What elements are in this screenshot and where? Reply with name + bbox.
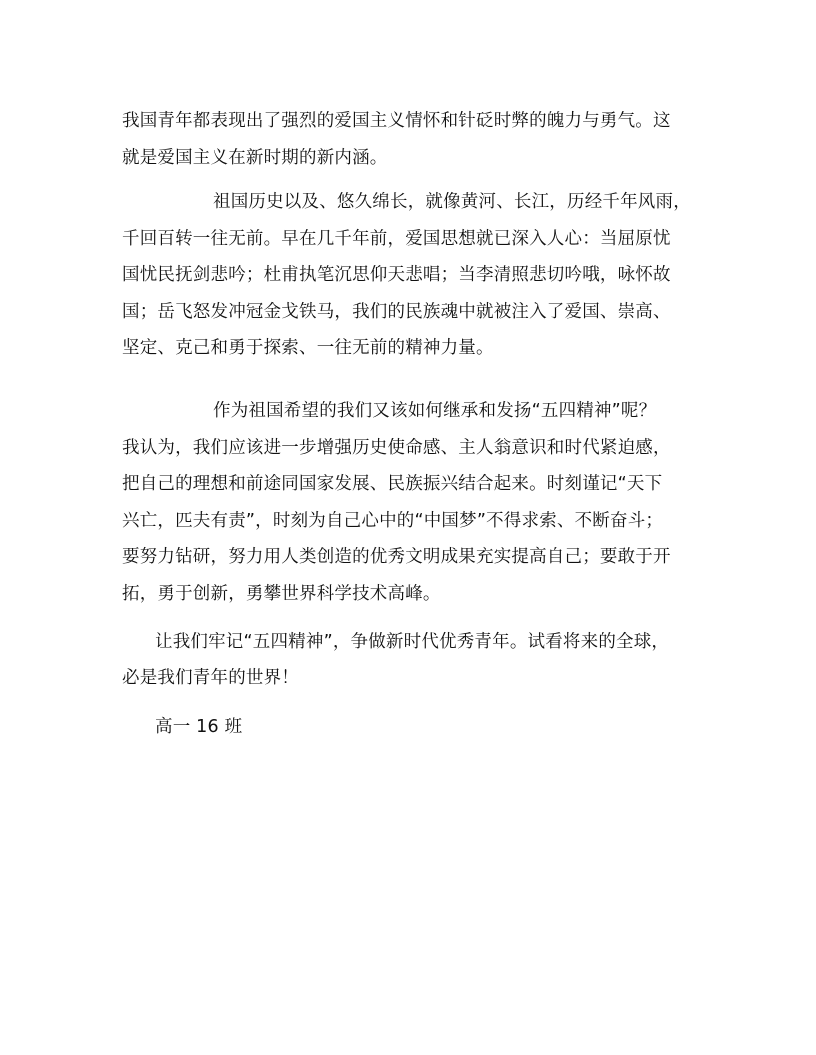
paragraph-2-line-1: 祖国历史以及、悠久绵长，就像黄河、长江，历经千年风雨， [213,192,691,212]
paragraph-2-line-5: 坚定、克己和勇于探索、一往无前的精神力量。 [122,338,494,358]
paragraph-3-line-1: 作为祖国希望的我们又该如何继承和发扬“五四精神”呢？ [213,401,657,421]
paragraph-2-line-3: 国忧民抚剑悲吟；杜甫执笔沉思仰天悲唱；当李清照悲切吟哦，咏怀故 [122,265,671,285]
paragraph-3-line-4: 兴亡，匹夫有责”，时刻为自己心中的“中国梦”不得求索、不断奋斗； [122,511,664,531]
paragraph-3-line-2: 我认为，我们应该进一步增强历史使命感、主人翁意识和时代紧迫感， [122,438,671,458]
paragraph-3-line-3: 把自己的理想和前途同国家发展、民族振兴结合起来。时刻谨记“天下 [122,474,663,494]
paragraph-1-line-2: 就是爱国主义在新时期的新内涵。 [122,148,388,168]
paragraph-4-line-2: 必是我们青年的世界！ [122,668,299,688]
paragraph-1-line-1: 我国青年都表现出了强烈的爱国主义情怀和针砭时弊的魄力与勇气。这 [122,111,671,131]
paragraph-2-line-2: 千回百转一往无前。早在几千年前，爱国思想就已深入人心：当屈原忧 [122,229,671,249]
paragraph-3-line-5: 要努力钻研，努力用人类创造的优秀文明成果充实提高自己；要敢于开 [122,547,671,567]
paragraph-3-line-6: 拓，勇于创新，勇攀世界科学技术高峰。 [122,584,441,604]
class-signature: 高一 16 班 [155,717,243,737]
paragraph-2-line-4: 国；岳飞怒发冲冠金戈铁马，我们的民族魂中就被注入了爱国、崇高、 [122,302,671,322]
paragraph-4-line-1: 让我们牢记“五四精神”，争做新时代优秀青年。试看将来的全球， [155,632,670,652]
